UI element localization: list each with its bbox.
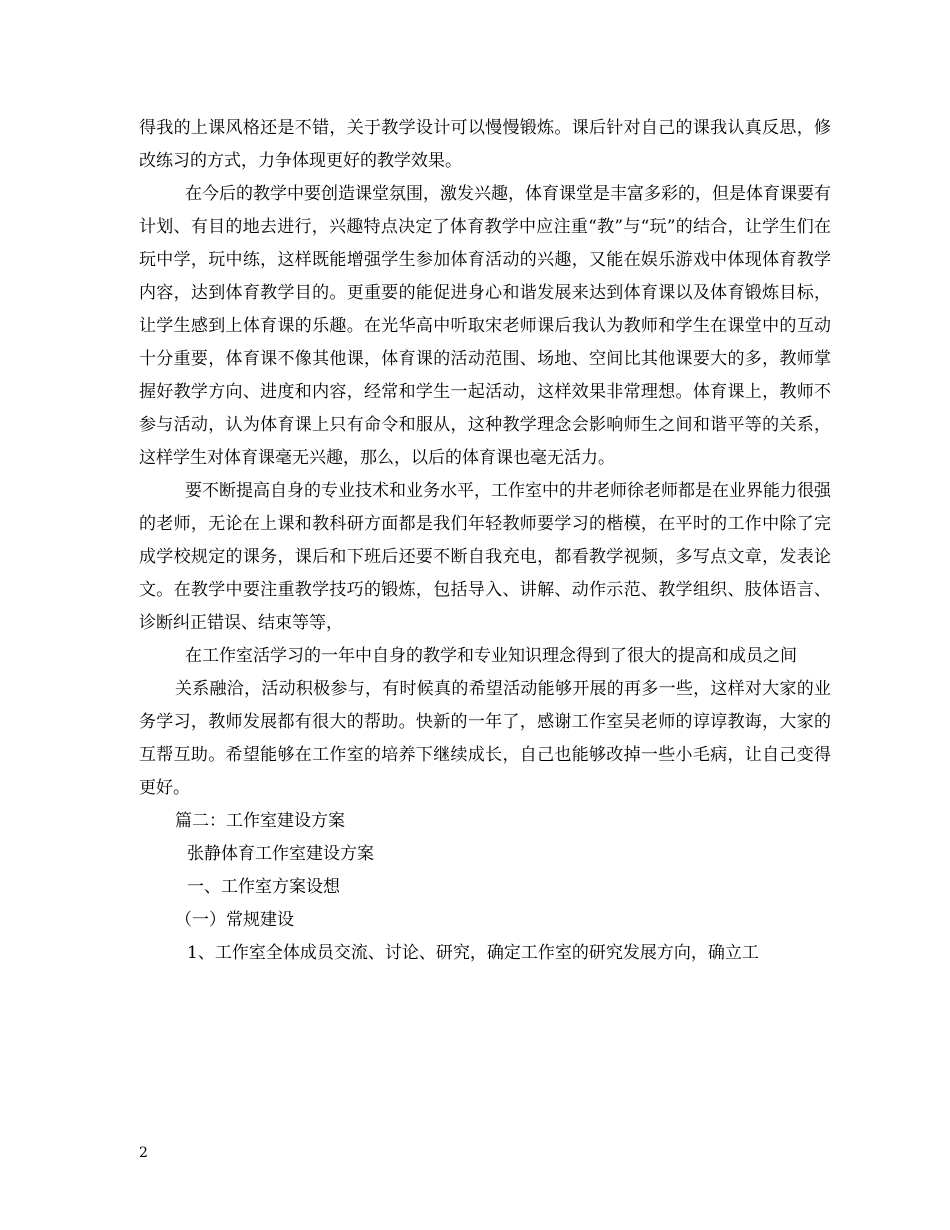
paragraph-professional-skills: 要不断提高自身的专业技术和业务水平，工作室中的井老师徐老师都是在业界能力很强的老师，无论在上课和教科研方面都是我们年轻教师要学习的楷模，在平时的工作中除了完成学校规定的课务，课后和下班后还要不断自我充电，都看教学视频，多写点文章，发表论文。在教学中要注重教学技巧的锻炼，包括导入、讲解、动作示范、教学组织、肢体语言、诊断纠正错误、结束等等， — [139, 481, 831, 633]
paragraph-relations: 关系融洽，活动积极参与，有时候真的希望活动能够开展的再多一些，这样对大家的业务学习，教师发展都有很大的帮助。快新的一年了，感谢工作室吴老师的谆谆教诲，大家的互帮互助。希望能够在工作室的培养下继续成长，自己也能够改掉一些小毛病，让自己变得更好。 — [139, 679, 831, 798]
section-heading-part-two: 篇二：工作室建设方案 — [175, 811, 345, 831]
paragraph-classroom-atmosphere: 在今后的教学中要创造课堂氛围，激发兴趣，体育课堂是丰富多彩的，但是体育课要有计划、有目的地去进行，兴趣特点决定了体育教学中应注重“教”与“玩”的结合，让学生们在玩中学，玩中练，这样既能增强学生参加体育活动的兴趣，又能在娱乐游戏中体现体育教学内容，达到体育教学目的。更重要的能促进身心和谐发展来达到体育课以及体育锻炼目标，让学生感到上体育课的乐趣。在光华高中听取宋老师课后我认为教师和学生在课堂中的互动十分重要，体育课不像其他课，体育课的活动范围、场地、空间比其他课要大的多，教师掌握好教学方向、进度和内容，经常和学生一起活动，这样效果非常理想。体育课上，教师不参与活动，认为体育课上只有命令和服从，这种教学理念会影响师生之间和谐平等的关系，这样学生对体育课毫无兴趣，那么，以后的体育课也毫无活力。 — [139, 184, 831, 468]
document-title: 张静体育工作室建设方案 — [187, 844, 374, 864]
paragraph-continuation: 得我的上课风格还是不错，关于教学设计可以慢慢锻炼。课后针对自己的课我认真反思，修改练习的方式，力争体现更好的教学效果。 — [139, 118, 831, 171]
page-number: 2 — [139, 1145, 148, 1161]
body-text — [139, 112, 831, 970]
list-item-1: 1、工作室全体成员交流、讨论、研究，确定工作室的研究发展方向，确立工 — [187, 943, 759, 963]
heading-level-2: （一）常规建设 — [175, 910, 294, 930]
heading-level-1: 一、工作室方案设想 — [187, 877, 340, 897]
paragraph-studio-year: 在工作室活学习的一年中自身的教学和专业知识理念得到了很大的提高和成员之间 — [185, 646, 797, 666]
